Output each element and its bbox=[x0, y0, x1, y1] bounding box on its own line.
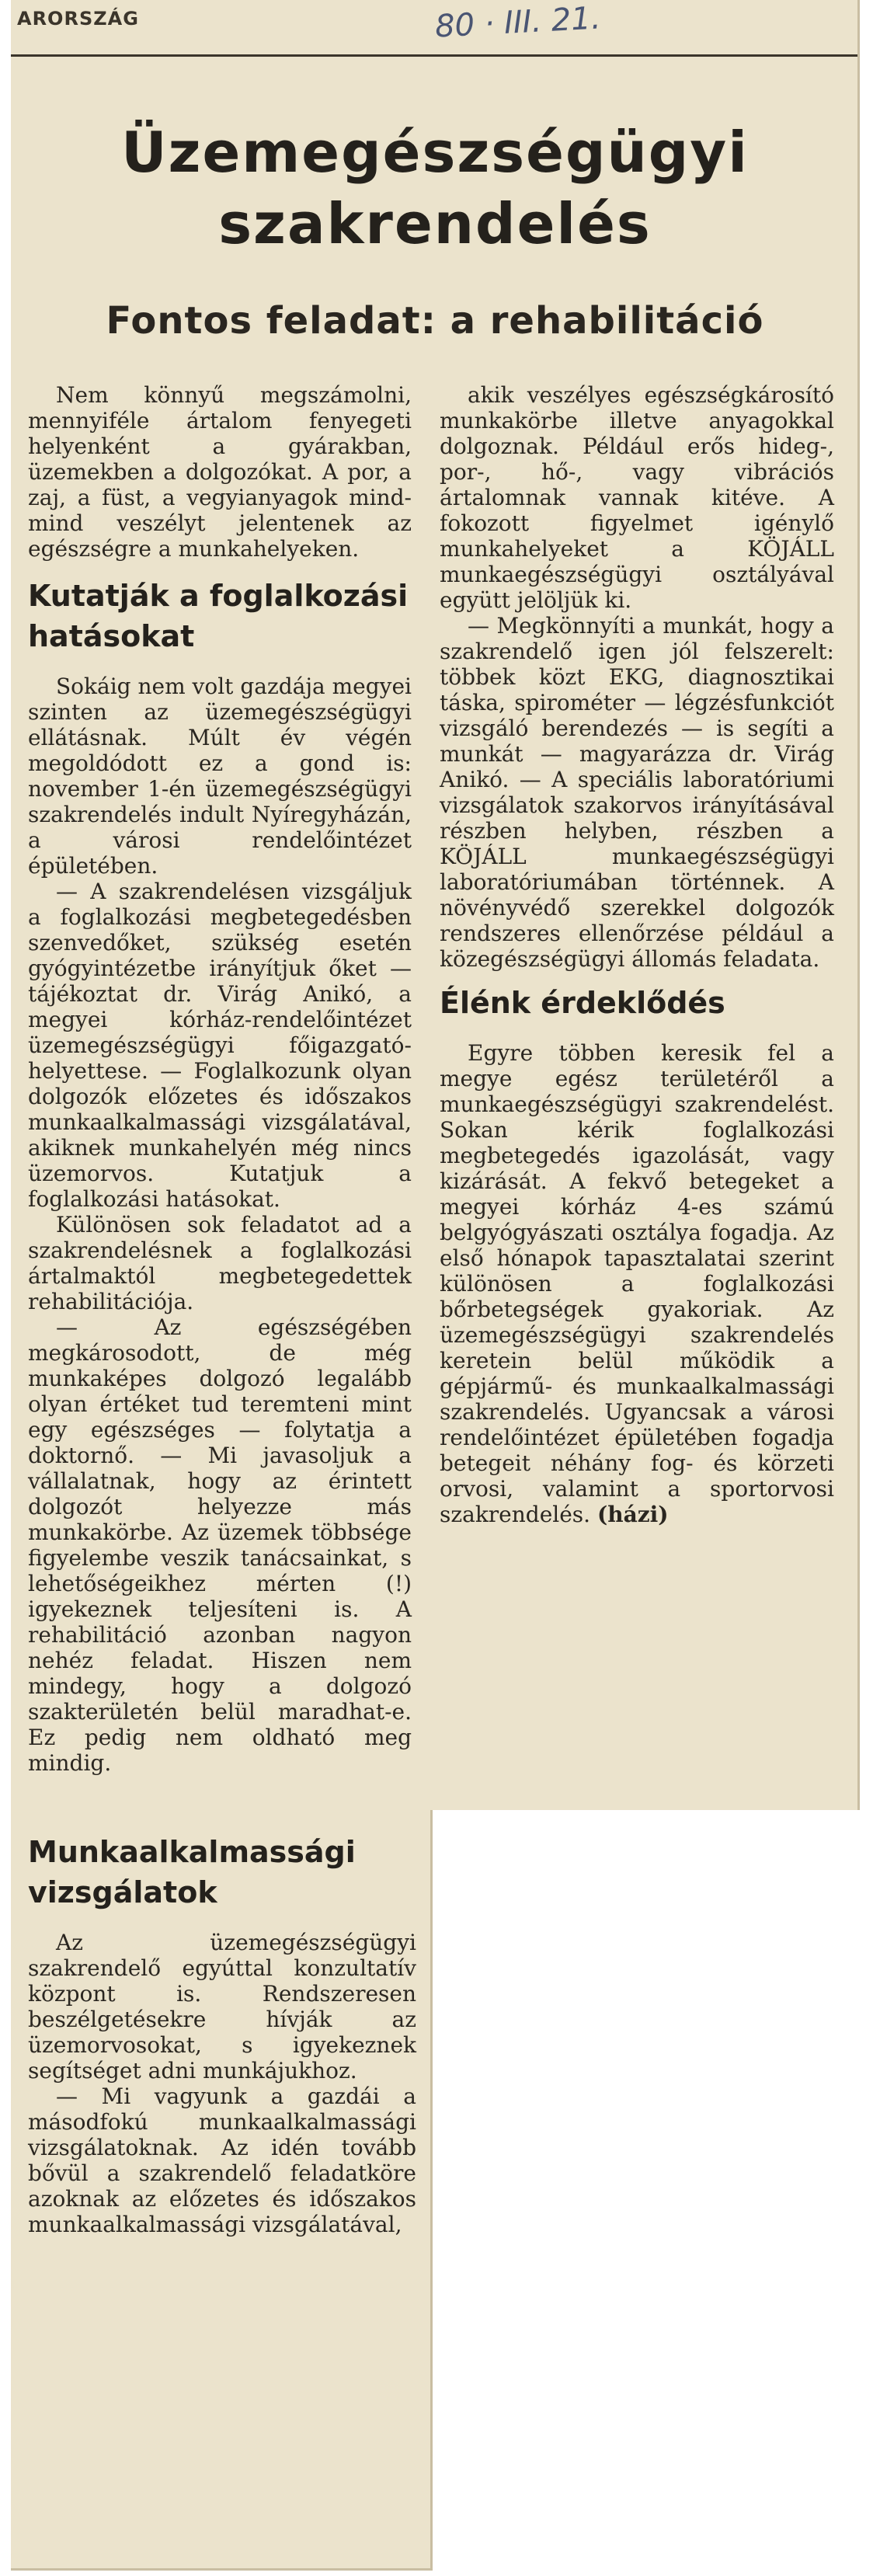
section-heading-fitness-exams: Munkaalkalmassági vizsgálatok bbox=[28, 1835, 356, 1909]
paragraph: Különösen sok feladatot ad a szakrendelésnek a foglalkozási ártalmaktól megbetegedettek rehabilitációja. bbox=[28, 1212, 412, 1314]
subheadline: Fontos feladat: a rehabilitáció bbox=[106, 299, 764, 343]
author-signature: (házi) bbox=[596, 1502, 669, 1527]
paragraph: akik veszélyes egészségkárosító munkakörbe illetve anyagokkal dolgoznak. Például erős hideg-, por-, hő-, vagy vibrációs ártalomnak vannak kitéve. A fokozott figyelmet igénylő munkahelyeket a KÖJÁLL munkaegészségügyi osztályával együtt jelöljük ki. bbox=[440, 382, 834, 613]
paragraph: — Mi vagyunk a gazdái a másodfokú munkaalkalmassági vizsgálatoknak. Az idén tovább bővül a szakrendelő feladatköre azoknak az előzetes és időszakos munkaalkalmassági vizsgálatával, bbox=[28, 2083, 416, 2237]
paragraph: — Az egészségében megkárosodott, de még munkaképes dolgozó legalább olyan értéket tud teremteni mint egy egészséges — folytatja a doktornő. — Mi javasoljuk a vállalatnak, hogy az érintett dolgozót helyezze más munkakörbe. Az üzemek többsége figyelembe veszik tanácsainkat, s lehetőségeikhez mérten (!) igyekeznek teljesíteni is. A rehabilitáció azonban nagyon nehéz feladat. Hiszen nem mindegy, hogy a dolgozó szakterületén belül maradhat-e. Ez pedig nem oldható meg mindig. bbox=[28, 1314, 412, 1776]
intro-paragraph: Nem könnyű megszámolni, mennyiféle ártalom fenyegeti helyenként a gyárakban, üzemekben a dolgozókat. A por, a zaj, a füst, a vegyianyagok mind-mind veszélyt jelentenek az egészségre a munkahelyeken. bbox=[28, 382, 412, 562]
section-label: ARORSZÁG bbox=[17, 8, 139, 30]
headline-line-1: Üzemegészségügyi bbox=[121, 120, 749, 185]
paragraph-text: Egyre többen keresik fel a megye egész területéről a munkaegészségügyi szakrendelést. Sokan kérik foglalkozási megbetegedés igazolását, vagy kizárását. A fekvő betegeket a megyei kórház 4-es számú belgyógyászati osztálya fogadja. Az első hónapok tapasztalatai szerint különösen a foglalkozási bőrbetegségek gyakoriak. Az üzemegészségügyi szakrendelés keretein belül működik a gépjármű- és munkaalkalmassági szakrendelés. Ugyancsak a városi rendelőintézet épületében fogadja betegeit néhány fog- és körzeti orvosi, valamint a sportorvosi szakrendelés. bbox=[440, 1040, 834, 1527]
left-column-continued bbox=[28, 1818, 416, 2237]
section-heading-interest: Élénk érdeklődés bbox=[440, 986, 725, 1020]
headline-line-2: szakrendelés bbox=[218, 191, 652, 256]
section-heading-research: Kutatják a foglalkozási hatásokat bbox=[28, 579, 409, 653]
paragraph: Sokáig nem volt gazdája megyei szinten az üzemegészségügyi ellátásnak. Múlt év végén megoldódott ez a gond is: november 1-én üzemegészségügyi szakrendelés indult Nyíregyházán, a városi rendelőintézet épületében. bbox=[28, 674, 412, 879]
closing-paragraph bbox=[440, 1040, 834, 1527]
paragraph: — A szakrendelésen vizsgáljuk a foglalkozási megbetegedésben szenvedőket, szükség esetén gyógyintézetbe irányítjuk őket — tájékoztat dr. Virág Anikó, a megyei kórház-rendelőintézet üzemegészségügyi főigazgató-helyettese. — Foglalkozunk olyan dolgozók előzetes és időszakos munkaalkalmassági vizsgálatával, akiknek munkahelyén még nincs üzemorvos. Kutatjuk a foglalkozási hatásokat. bbox=[28, 879, 412, 1212]
header-rule bbox=[11, 54, 857, 57]
left-column bbox=[28, 382, 412, 1776]
paragraph: Az üzemegészségügyi szakrendelő egyúttal konzultatív központ is. Rendszeresen beszélgetésekre hívják az üzemorvosokat, s igyekeznek segítséget adni munkájukhoz. bbox=[28, 1930, 416, 2083]
handwritten-date: 80 · III. 21. bbox=[433, 0, 602, 45]
paragraph: — Megkönnyíti a munkát, hogy a szakrendelő igen jól felszerelt: többek közt EKG, diagnosztikai táska, spirométer — légzésfunkciót vizsgáló berendezés — is segíti a munkát — magyarázza dr. Virág Anikó. — A speciális laboratóriumi vizsgálatok szakorvos irányításával részben helyben, részben a KÖJÁLL munkaegészségügyi laboratóriumában történnek. A növényvédő szerekkel dolgozók rendszeres ellenőrzése például a közegészségügyi állomás feladata. bbox=[440, 613, 834, 972]
headline bbox=[16, 117, 854, 259]
right-column bbox=[440, 382, 834, 1527]
